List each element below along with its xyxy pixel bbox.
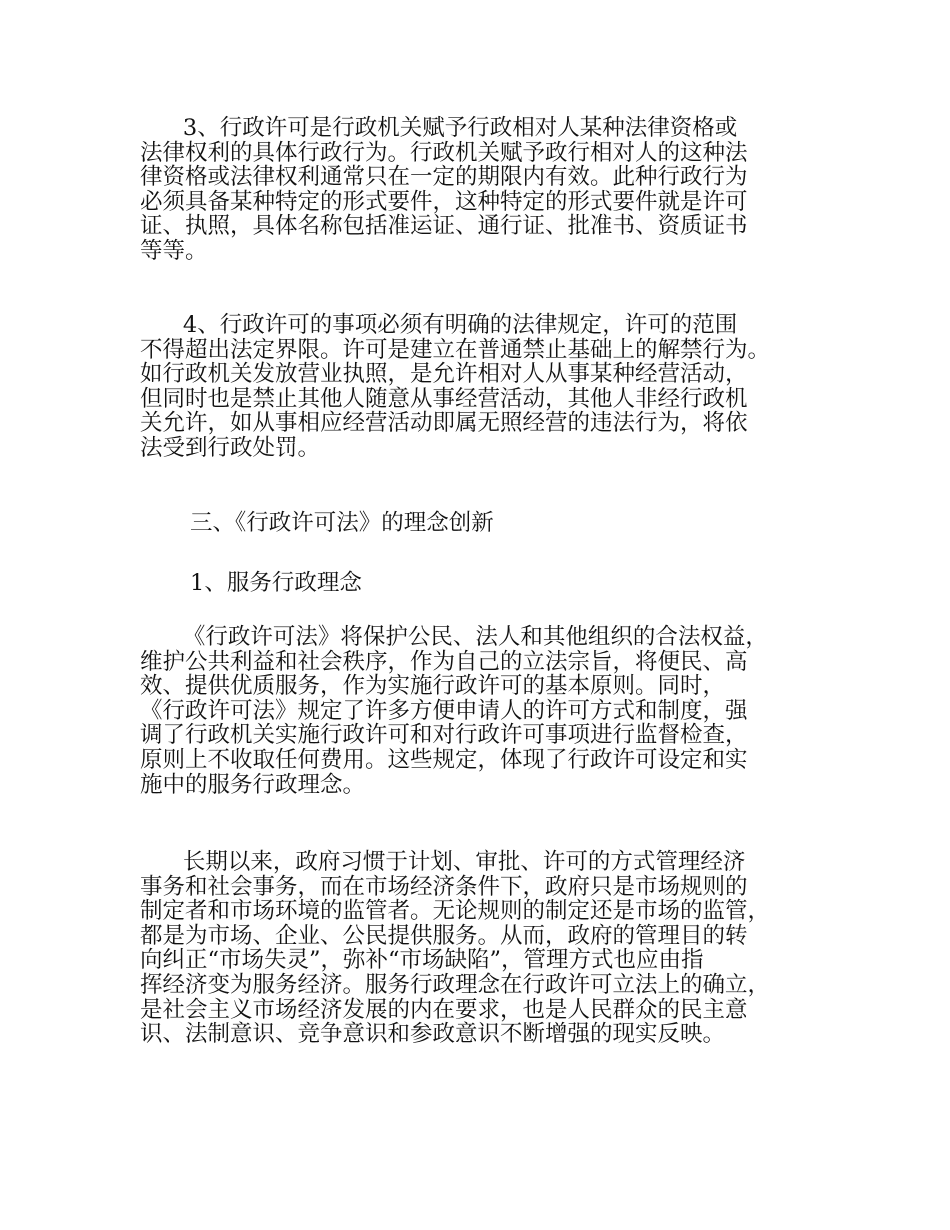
text-line: 都是为市场、企业、公民提供服务。从而，政府的管理目的转 — [140, 922, 748, 949]
text-line: 《行政许可法》规定了许多方便申请人的许可方式和制度，强 — [140, 697, 748, 724]
text-line: 《行政许可法》将保护公民、法人和其他组织的合法权益， — [140, 624, 768, 650]
text-line: 法受到行政处罚。 — [140, 434, 321, 461]
text-line: 施中的服务行政理念。 — [140, 771, 366, 798]
text-line: 必须具备某种特定的形式要件，这种特定的形式要件就是许可 — [140, 188, 748, 215]
text-line: 法律权利的具体行政行为。行政机关赋予政行相对人的这种法 — [140, 139, 748, 166]
text-line: 3、行政许可是行政机关赋予行政相对人某种法律资格或 — [140, 115, 738, 141]
text-line: 事务和社会事务，而在市场经济条件下，政府只是市场规则的 — [140, 873, 748, 900]
text-line: 等等。 — [140, 237, 208, 264]
text-line: 向纠正“市场失灵”，弥补“市场缺陷”，管理方式也应由指 — [140, 947, 704, 974]
text-line: 是社会主义市场经济发展的内在要求，也是人民群众的民主意 — [140, 996, 748, 1023]
text-line: 不得超出法定界限。许可是建立在普通禁止基础上的解禁行为。 — [140, 336, 771, 363]
text-line: 识、法制意识、竞争意识和参政意识不断增强的现实反映。 — [140, 1021, 726, 1048]
text-line: 证、执照，具体名称包括准运证、通行证、批准书、资质证书 — [140, 213, 748, 240]
text-line: 如行政机关发放营业执照，是允许相对人从事某种经营活动， — [140, 361, 748, 388]
section-heading: 三、《行政许可法》的理念创新 — [190, 510, 494, 536]
text-line: 挥经济变为服务经济。服务行政理念在行政许可立法上的确立， — [140, 971, 771, 998]
text-line: 但同时也是禁止其他人随意从事经营活动，其他人非经行政机 — [140, 385, 748, 412]
paragraph-service-concept — [140, 625, 830, 797]
text-line: 制定者和市场环境的监管者。无论规则的制定还是市场的监管， — [140, 898, 771, 925]
text-line: 4、行政许可的事项必须有明确的法律规定，许可的范围 — [140, 312, 738, 338]
paragraph-item-4 — [140, 313, 830, 461]
text-line: 调了行政机关实施行政许可和对行政许可事项进行监督检查， — [140, 722, 748, 749]
text-line: 关允许，如从事相应经营活动即属无照经营的违法行为，将依 — [140, 410, 748, 437]
text-line: 原则上不收取任何费用。这些规定，体现了行政许可设定和实 — [140, 746, 748, 773]
text-line: 效、提供优质服务，作为实施行政许可的基本原则。同时， — [140, 673, 726, 700]
subsection-heading: 1、服务行政理念 — [190, 570, 362, 596]
text-line: 长期以来，政府习惯于计划、审批、许可的方式管理经济 — [140, 849, 746, 875]
text-line: 律资格或法律权利通常只在一定的期限内有效。此种行政行为 — [140, 164, 748, 191]
paragraph-item-3 — [140, 116, 830, 264]
paragraph-long-term — [140, 850, 830, 1047]
text-line: 维护公共利益和社会秩序，作为自己的立法宗旨，将便民、高 — [140, 648, 748, 675]
